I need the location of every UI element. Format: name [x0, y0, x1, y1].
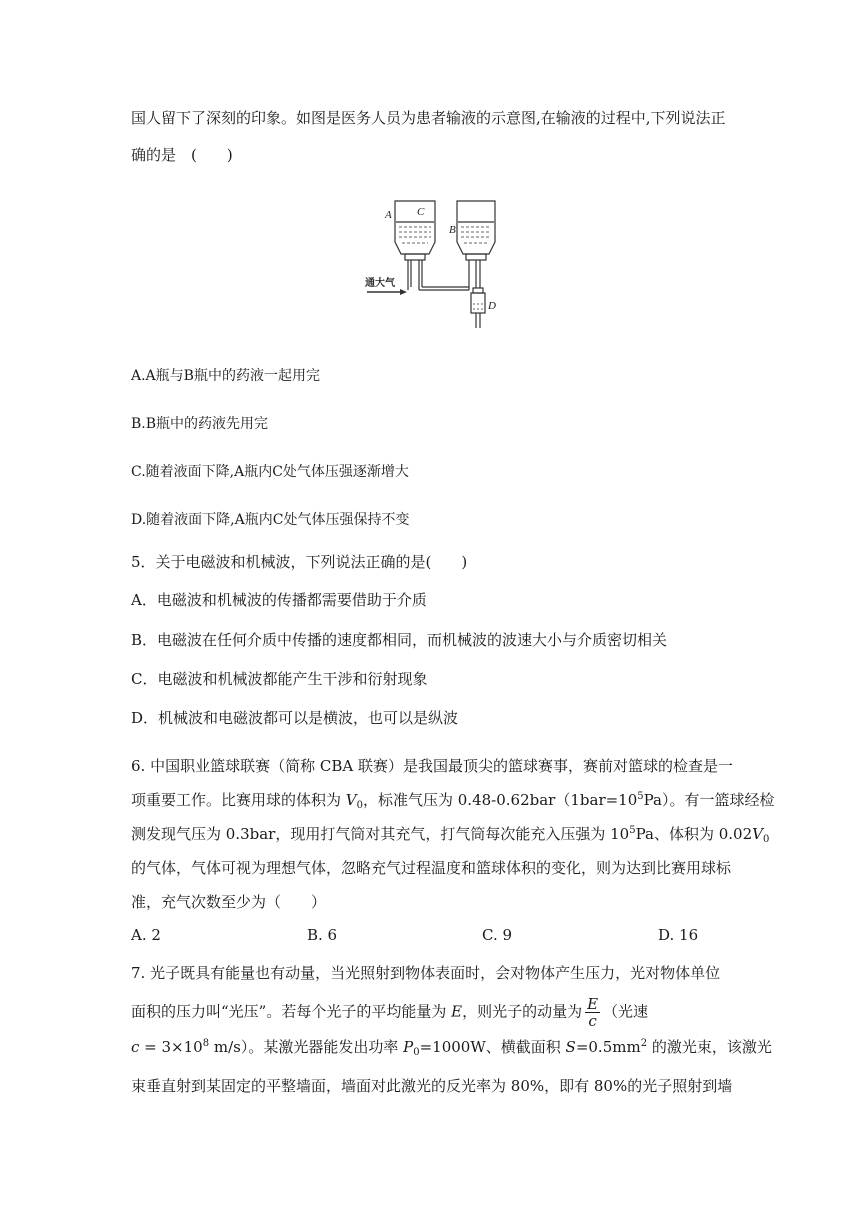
- q4-option-b: B.B瓶中的药液先用完: [131, 416, 269, 432]
- bottle-a: [395, 201, 435, 290]
- q4-stem-line1: 国人留下了深刻的印象。如图是医务人员为患者输液的示意图,在输液的过程中,下列说法正: [131, 109, 726, 127]
- q5-stem: 5．关于电磁波和机械波，下列说法正确的是( ): [131, 553, 468, 571]
- infusion-diagram: [363, 196, 503, 331]
- q4-stem-line2: 确的是 ( ): [131, 146, 233, 164]
- label-d: D: [488, 300, 496, 312]
- q7-stem-line3: $c = 3\times 10^8$ m/s）。某激光器能发出功率 $P_0=1000W$、横截面积 $S=0.5mm^2$ 的激光束，该激光: [131, 1038, 772, 1058]
- q6-stem-line5: 准，充气次数至少为（ ）: [131, 893, 327, 911]
- label-a: A: [385, 209, 392, 221]
- air-inlet-arrow: [367, 289, 407, 295]
- q6-stem-line4: 的气体，气体可视为理想气体，忽略充气过程温度和篮球体积的变化，则为达到比赛用球标: [131, 859, 732, 877]
- q4-option-a: A.A瓶与B瓶中的药液一起用完: [131, 368, 320, 384]
- q6-choices: [131, 926, 731, 946]
- q7-stem-line2: 面积的压力叫“光压”。若每个光子的平均能量为 E，则光子的动量为 $\frac{E}{c}$ （光速: [131, 995, 649, 1030]
- q7-stem-line1: 7. 光子既具有能量也有动量，当光照射到物体表面时，会对物体产生压力，光对物体单位: [131, 964, 721, 982]
- q5-option-c: C．电磁波和机械波都能产生干涉和衍射现象: [131, 670, 428, 688]
- q5-option-b: B．电磁波在任何介质中传播的速度都相同，而机械波的波速大小与介质密切相关: [131, 631, 668, 649]
- q6-choice-c: C. 9: [482, 926, 513, 944]
- q6-choice-a: A. 2: [131, 926, 161, 944]
- q6-stem-line2: 项重要工作。比赛用球的体积为 $V_0$，标准气压为 $0.48-0.62bar(1bar=10^5Pa)$。有一篮球经检: [131, 791, 775, 811]
- air-label: 通大气: [365, 278, 395, 289]
- q6-stem-line1: 6. 中国职业篮球联赛（简称 CBA 联赛）是我国最顶尖的篮球赛事，赛前对篮球的检查是一: [131, 757, 733, 775]
- label-c: C: [417, 206, 425, 218]
- q5-option-d: D．机械波和电磁波都可以是横波，也可以是纵波: [131, 709, 459, 727]
- q4-option-d: D.随着液面下降,A瓶内C处气体压强保持不变: [131, 512, 410, 528]
- q7-stem-line4: 束垂直射到某固定的平整墙面，墙面对此激光的反光率为 80%，即有 80%的光子照射到墙: [131, 1077, 733, 1095]
- q6-choice-d: D. 16: [658, 926, 699, 944]
- momentum-fraction: $\frac{E}{c}$: [587, 995, 599, 1030]
- q6-stem-line3: 测发现气压为 0.3bar，现用打气筒对其充气，打气筒每次能充入压强为 $10^5Pa$、体积为 $0.02V_0$: [131, 825, 770, 845]
- bottle-b: [457, 201, 495, 288]
- drip-chamber-d: [471, 288, 485, 328]
- q5-option-a: A．电磁波和机械波的传播都需要借助于介质: [131, 591, 427, 609]
- q6-choice-b: B. 6: [307, 926, 338, 944]
- q4-option-c: C.随着液面下降,A瓶内C处气体压强逐渐增大: [131, 464, 409, 480]
- label-b: B: [449, 224, 456, 236]
